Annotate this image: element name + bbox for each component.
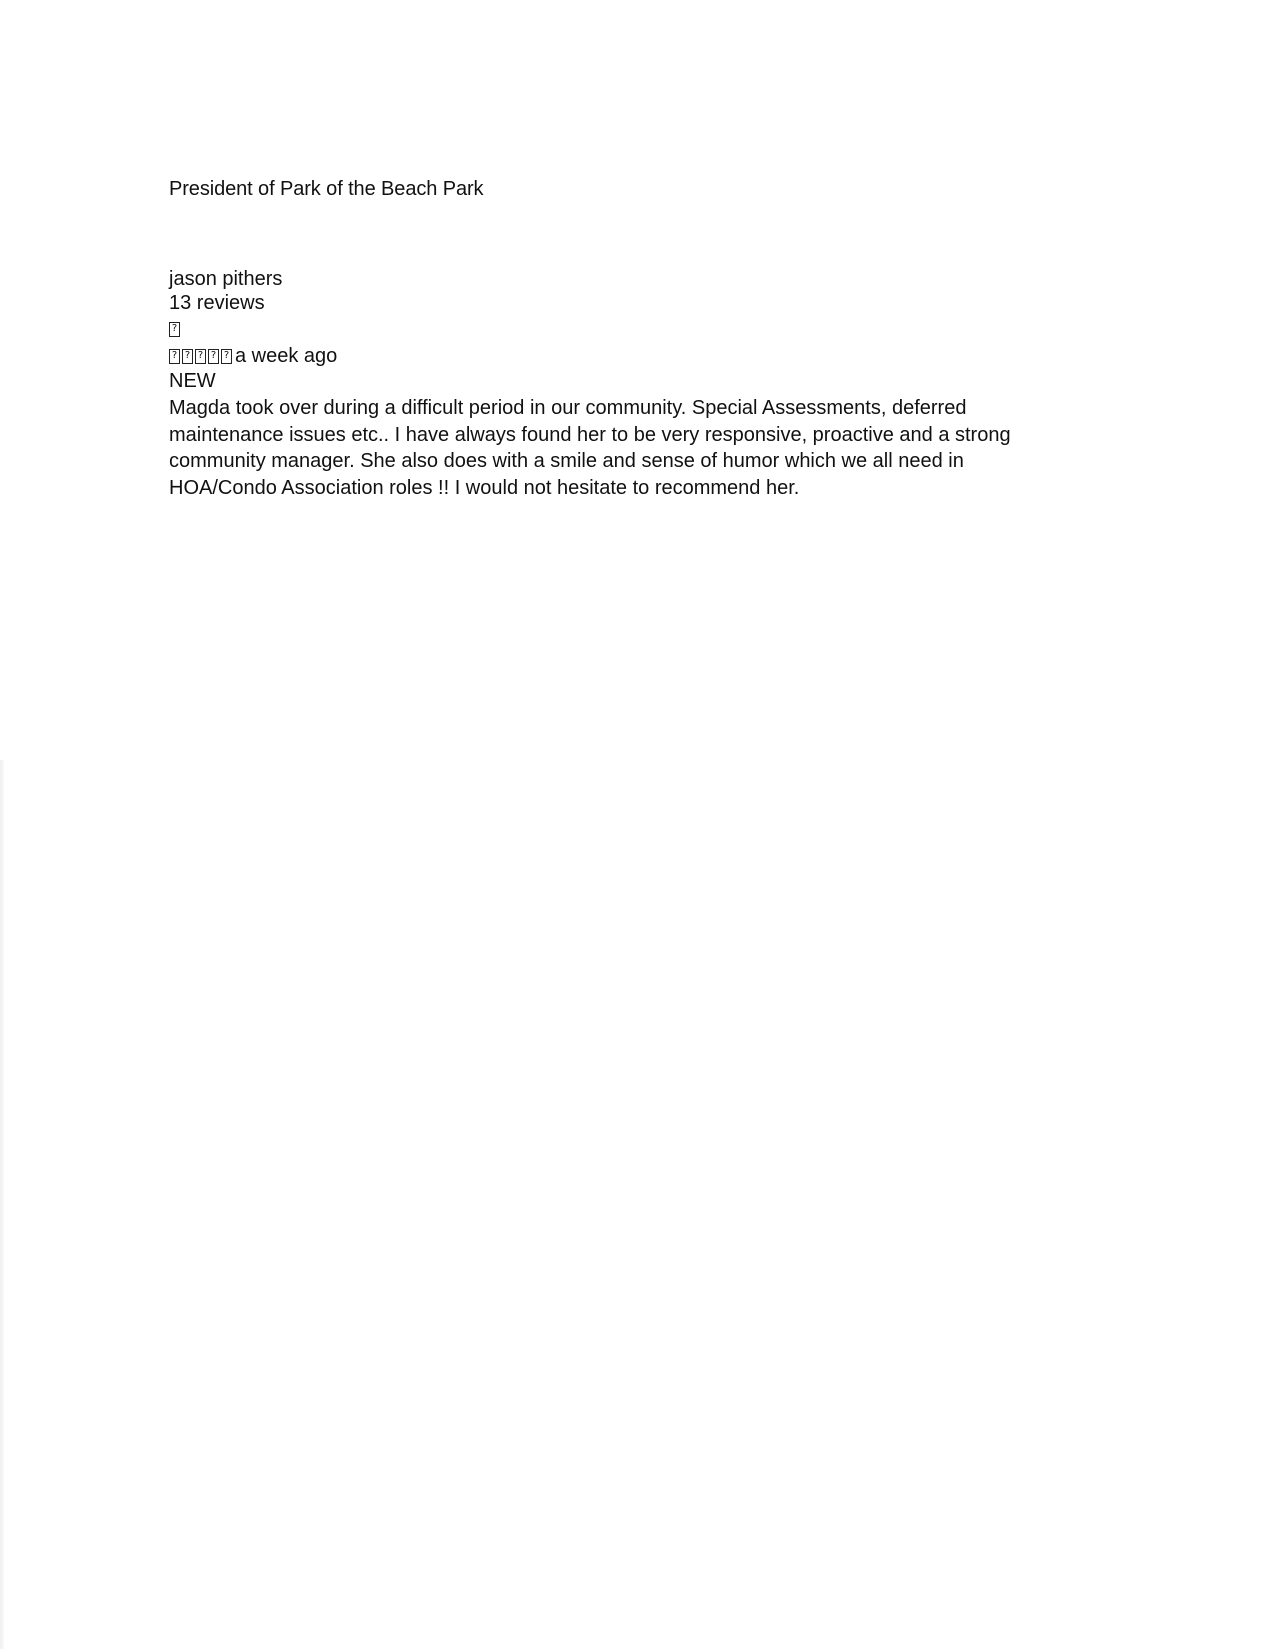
star-icon xyxy=(182,349,193,364)
review-count: 13 reviews xyxy=(169,292,265,314)
review-time: a week ago xyxy=(235,345,338,367)
review-block xyxy=(169,267,1069,501)
new-label: NEW xyxy=(169,370,216,392)
star-icon xyxy=(169,349,180,364)
star-icon xyxy=(195,349,206,364)
review-text-line: community manager. She also does with a smile and sense of humor which we all need in xyxy=(169,450,964,472)
star-icon xyxy=(208,349,219,364)
reviewer-badge xyxy=(169,315,1069,343)
missing-glyph-icon xyxy=(169,322,180,337)
star-icon xyxy=(221,349,232,364)
reviewer-name: jason pithers xyxy=(169,268,283,290)
review-text-line: HOA/Condo Association roles !! I would not hesitate to recommend her. xyxy=(169,476,800,499)
review-text-line: maintenance issues etc.. I have always found her to be very responsive, proactive and a strong xyxy=(169,423,1011,446)
review-text xyxy=(169,395,1049,501)
document-title: President of Park of the Beach Park xyxy=(169,178,484,200)
rating-row xyxy=(169,343,1069,369)
review-text-line: Magda took over during a difficult period in our community. Special Assessments, deferred xyxy=(169,397,967,419)
scan-page-edge xyxy=(0,760,4,1649)
